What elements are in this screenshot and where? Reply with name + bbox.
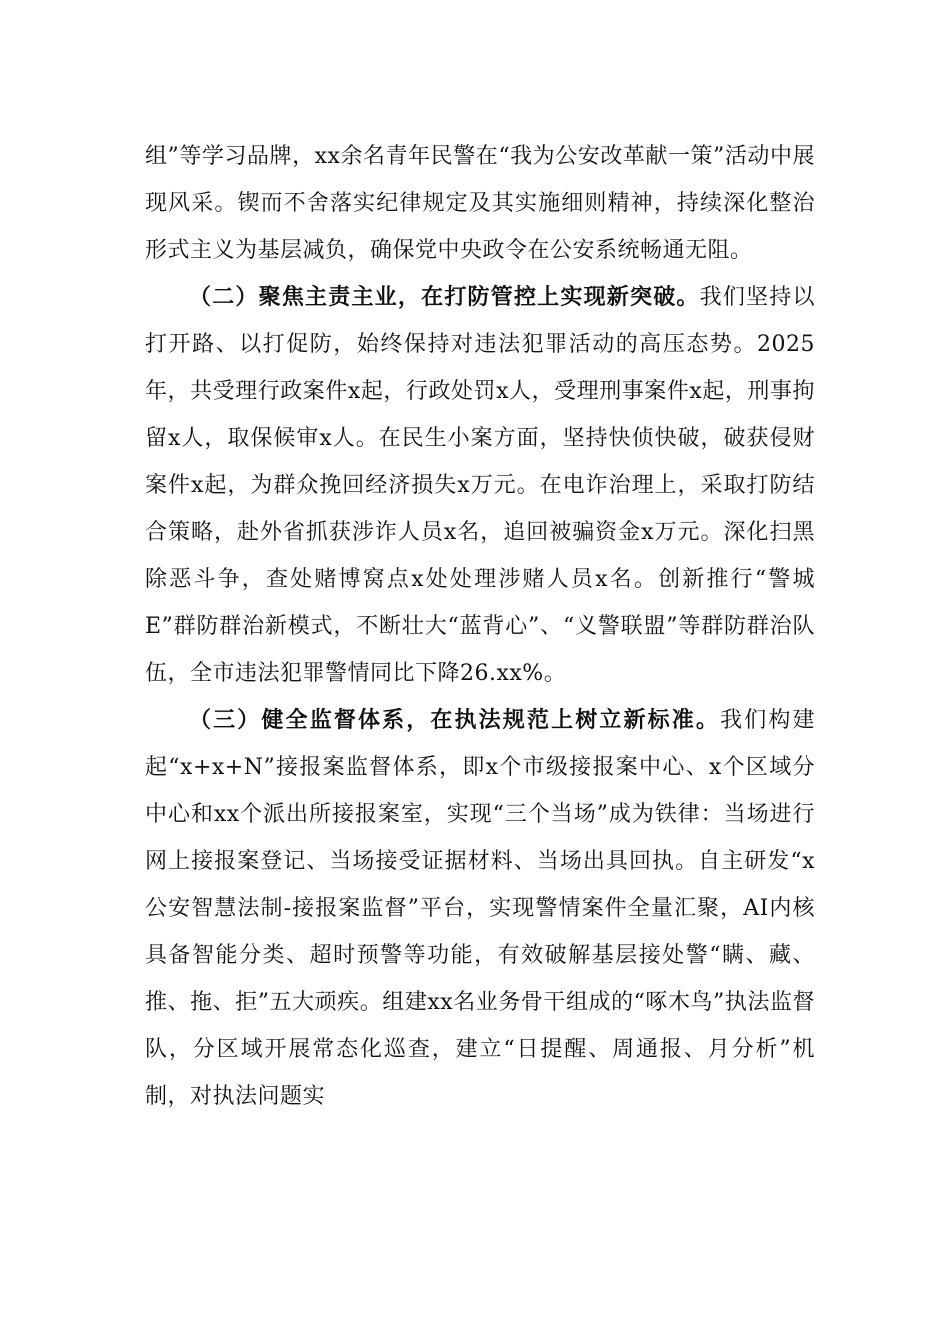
paragraph-text: 组”等学习品牌，xx余名青年民警在“我为公安改革献一策”活动中展现风采。锲而不舍落实纪律规定及其实施细则精神，持续深化整治形式主义为基层减负，确保党中央政令在公安系统畅通无阻。 (145, 144, 815, 263)
section-heading: （三）健全监督体系，在执法规范上树立新标准。 (189, 708, 721, 733)
paragraph-section-3 (145, 697, 815, 1120)
paragraph-section-2 (145, 274, 815, 697)
section-heading: （二）聚焦主责主业，在打防管控上实现新突破。 (189, 285, 700, 310)
document-body (145, 133, 815, 1120)
paragraph-text: 我们构建起“x+x+N”接报案监督体系，即x个市级接报案中心、x个区域分中心和xx个派出所接报案室，实现“三个当场”成为铁律：当场进行网上接报案登记、当场接受证据材料、当场出具回执。自主研发“x公安智慧法制-接报案监督”平台，实现警情案件全量汇聚，AI内核具备智能分类、超时预警等功能，有效破解基层接处警“瞒、藏、推、拖、拒”五大顽疾。组建xx名业务骨干组成的“啄木鸟”执法监督队，分区域开展常态化巡查，建立“日提醒、周通报、月分析”机制，对执法问题实 (145, 708, 815, 1109)
paragraph-text: 我们坚持以打开路、以打促防，始终保持对违法犯罪活动的高压态势。2025年，共受理行政案件x起，行政处罚x人，受理刑事案件x起，刑事拘留x人，取保候审x人。在民生小案方面，坚持快侦快破，破获侵财案件x起，为群众挽回经济损失x万元。在电诈治理上，采取打防结合策略，赴外省抓获涉诈人员x名，追回被骗资金x万元。深化扫黑除恶斗争，查处赌博窝点x处处理涉赌人员x名。创新推行“警城E”群防群治新模式，不断壮大“蓝背心”、“义警联盟”等群防群治队伍，全市违法犯罪警情同比下降26.xx%。 (145, 285, 815, 686)
paragraph-continuation (145, 133, 815, 274)
